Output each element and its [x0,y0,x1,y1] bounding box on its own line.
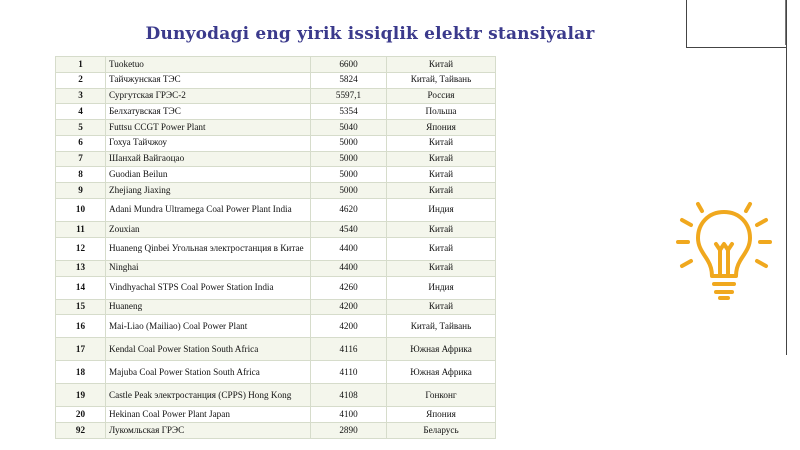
plant-name-cell: Guodian Beilun [106,167,311,183]
plant-name-cell: Majuba Coal Power Station South Africa [106,361,311,384]
country-cell: Южная Африка [387,338,496,361]
capacity-cell: 5000 [311,135,387,151]
country-cell: Япония [387,120,496,136]
plant-name-cell: Гохуа Тайчжоу [106,135,311,151]
capacity-cell: 4100 [311,407,387,423]
rank-cell: 5 [56,120,106,136]
country-cell: Китай [387,57,496,73]
plant-name-cell: Zhejiang Jiaxing [106,183,311,199]
table-row [56,72,496,88]
table-row [56,135,496,151]
plant-name-cell: Тайчжунская ТЭС [106,72,311,88]
table-row [56,151,496,167]
country-cell: Китай [387,299,496,315]
capacity-cell: 4400 [311,237,387,260]
plant-name-cell: Hekinan Coal Power Plant Japan [106,407,311,423]
plant-name-cell: Futtsu CCGT Power Plant [106,120,311,136]
plant-name-cell: Лукомльская ГРЭС [106,423,311,439]
capacity-cell: 5000 [311,151,387,167]
table-row [56,299,496,315]
country-cell: Китай, Тайвань [387,72,496,88]
country-cell: Индия [387,276,496,299]
rank-cell: 18 [56,361,106,384]
country-cell: Китай [387,167,496,183]
table-row [56,315,496,338]
plant-name-cell: Vindhyachal STPS Coal Power Station India [106,276,311,299]
lightbulb-icon [668,198,780,310]
corner-frame-bottom-line [686,47,786,48]
country-cell: Россия [387,88,496,104]
capacity-cell: 4116 [311,338,387,361]
rank-cell: 19 [56,384,106,407]
rank-cell: 7 [56,151,106,167]
capacity-cell: 5040 [311,120,387,136]
rank-cell: 4 [56,104,106,120]
capacity-cell: 4400 [311,260,387,276]
table-row [56,237,496,260]
rank-cell: 15 [56,299,106,315]
right-border-line [786,0,787,355]
country-cell: Индия [387,199,496,222]
capacity-cell: 4108 [311,384,387,407]
rank-cell: 92 [56,423,106,439]
capacity-cell: 6600 [311,57,387,73]
country-cell: Китай [387,135,496,151]
rank-cell: 14 [56,276,106,299]
table-row [56,260,496,276]
capacity-cell: 2890 [311,423,387,439]
country-cell: Китай [387,237,496,260]
rank-cell: 16 [56,315,106,338]
capacity-cell: 4200 [311,299,387,315]
rank-cell: 3 [56,88,106,104]
rank-cell: 8 [56,167,106,183]
rank-cell: 20 [56,407,106,423]
rank-cell: 13 [56,260,106,276]
table-row [56,407,496,423]
rank-cell: 12 [56,237,106,260]
table-row [56,423,496,439]
table-row [56,88,496,104]
table-row [56,57,496,73]
capacity-cell: 5354 [311,104,387,120]
table-row [56,276,496,299]
table-row [56,384,496,407]
plant-name-cell: Huaneng Qinbei Угольная электростанция в Китае [106,237,311,260]
rank-cell: 11 [56,222,106,238]
country-cell: Беларусь [387,423,496,439]
capacity-cell: 5000 [311,183,387,199]
capacity-cell: 4200 [311,315,387,338]
capacity-cell: 4110 [311,361,387,384]
country-cell: Польша [387,104,496,120]
country-cell: Южная Африка [387,361,496,384]
rank-cell: 9 [56,183,106,199]
country-cell: Китай, Тайвань [387,315,496,338]
capacity-cell: 4620 [311,199,387,222]
plant-name-cell: Zouxian [106,222,311,238]
capacity-cell: 4540 [311,222,387,238]
rank-cell: 6 [56,135,106,151]
plant-name-cell: Kendal Coal Power Station South Africa [106,338,311,361]
plant-name-cell: Сургутская ГРЭС-2 [106,88,311,104]
table-row [56,338,496,361]
plant-name-cell: Шанхай Вайгаоцао [106,151,311,167]
country-cell: Китай [387,151,496,167]
plant-name-cell: Ninghai [106,260,311,276]
country-cell: Япония [387,407,496,423]
plant-name-cell: Castle Peak электростанция (CPPS) Hong Kong [106,384,311,407]
country-cell: Китай [387,222,496,238]
capacity-cell: 5824 [311,72,387,88]
table-row [56,199,496,222]
plant-name-cell: Mai-Liao (Mailiao) Coal Power Plant [106,315,311,338]
table-row [56,120,496,136]
table-row [56,222,496,238]
plant-name-cell: Adani Mundra Ultramega Coal Power Plant India [106,199,311,222]
table-row [56,167,496,183]
table-row [56,361,496,384]
country-cell: Китай [387,260,496,276]
rank-cell: 10 [56,199,106,222]
plant-name-cell: Белхатувская ТЭС [106,104,311,120]
rank-cell: 1 [56,57,106,73]
power-plants-table [55,56,495,439]
plant-name-cell: Tuoketuo [106,57,311,73]
country-cell: Китай [387,183,496,199]
capacity-cell: 5597,1 [311,88,387,104]
capacity-cell: 4260 [311,276,387,299]
table-row [56,183,496,199]
slide-title: Dunyodagi eng yirik issiqlik elektr stansiyalar [145,24,595,44]
rank-cell: 2 [56,72,106,88]
plant-name-cell: Huaneng [106,299,311,315]
table-row [56,104,496,120]
rank-cell: 17 [56,338,106,361]
capacity-cell: 5000 [311,167,387,183]
country-cell: Гонконг [387,384,496,407]
